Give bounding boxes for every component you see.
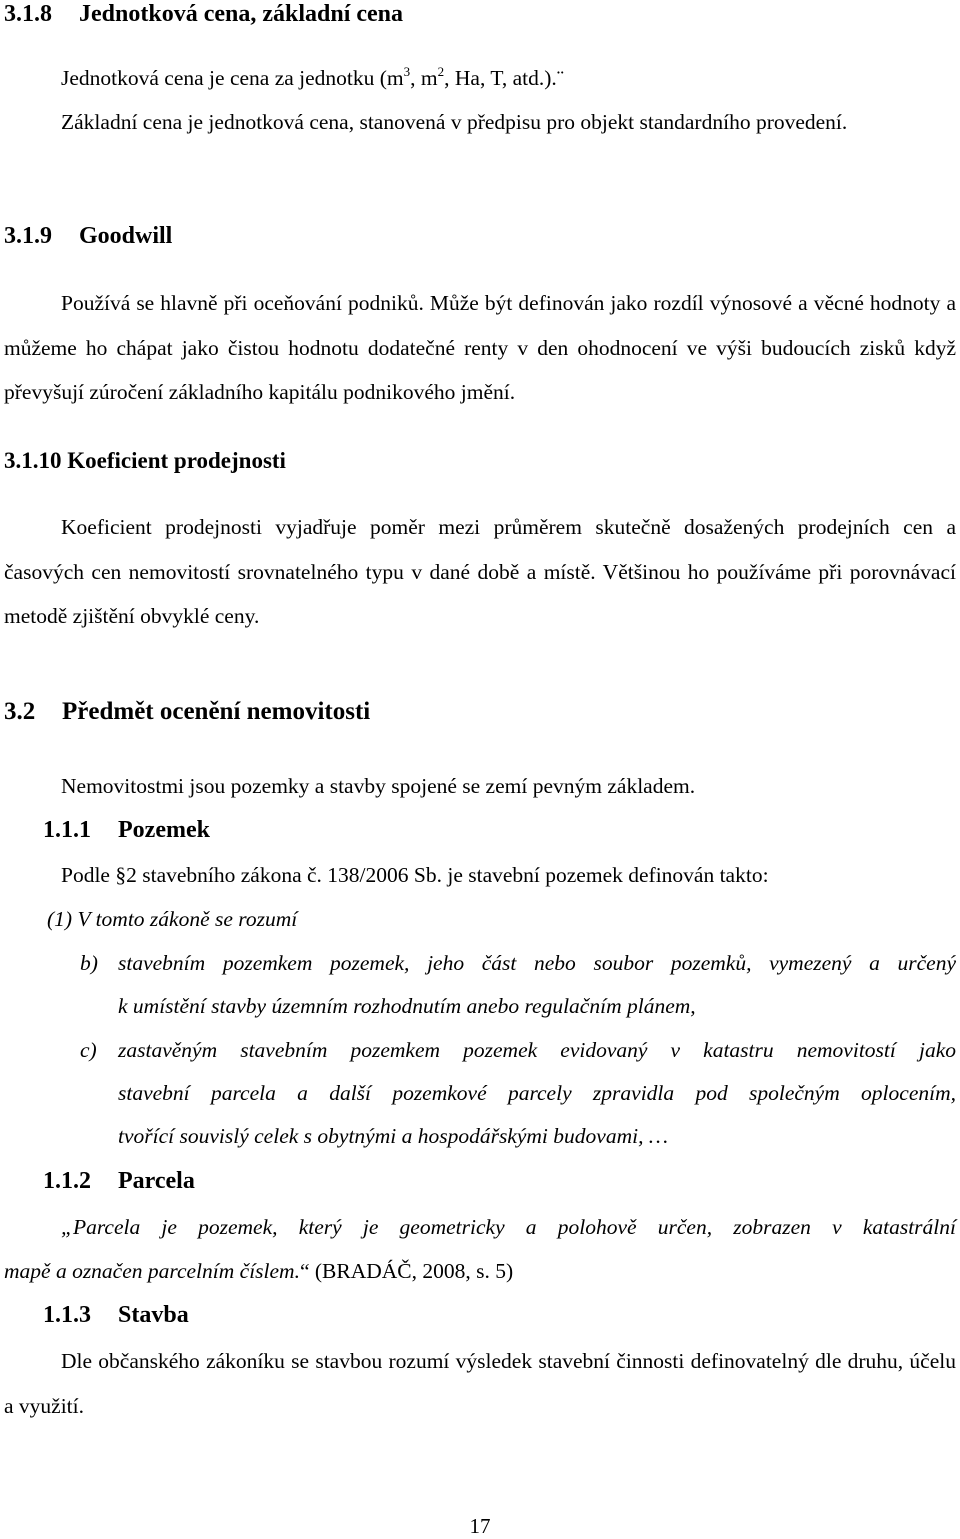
quote-text: mapě a označen parcelním číslem. [4, 1259, 300, 1283]
law-intro: (1) V tomto zákoně se rozumí [47, 907, 298, 931]
superscript: 3 [403, 64, 411, 79]
heading-title: Parcela [118, 1168, 195, 1194]
heading-1-1-3 [43, 1301, 189, 1329]
heading-title: Goodwill [79, 223, 173, 249]
paragraph-goodwill: Používá se hlavně při oceňování podniků. Může být definován jako rozdíl výnosové a věcné hodnoty a můžeme ho chápat jako čistou hodnotu dodatečné renty v den ohodnocení ve výši budoucích zisků když převyšují zúročení základního kapitálu podnikového jmění. [4, 291, 956, 404]
heading-title: Stavba [118, 1302, 189, 1328]
citation: “ (BRADÁČ, 2008, s. 5) [299, 1259, 514, 1283]
heading-1-1-1 [43, 816, 210, 844]
heading-title: Předmět ocenění nemovitosti [62, 698, 371, 725]
heading-3-1-10: 3.1.10 Koeficient prodejnosti [4, 448, 286, 473]
heading-title: Pozemek [118, 817, 210, 843]
heading-3-1-8 [4, 0, 403, 28]
paragraph-unit-price [61, 64, 564, 92]
law-item-c-line2: stavební parcela a další pozemkové parcely zpravidla pod společným oplocením, [118, 1081, 956, 1105]
law-item-b-line1: stavebním pozemkem pozemek, jeho část nebo soubor pozemků, vymezený a určený [118, 951, 956, 975]
heading-number: 3.2 [4, 698, 36, 725]
superscript: 2 [437, 64, 445, 79]
paragraph-building: Dle občanského zákoníku se stavbou rozumí výsledek stavební činnosti definovatelný dle druhu, účelu a využití. [4, 1349, 956, 1418]
heading-title: Jednotková cena, základní cena [79, 1, 404, 27]
law-item-b-label: b) [80, 951, 98, 975]
paragraph-sale-coefficient: Koeficient prodejnosti vyjadřuje poměr mezi průměrem skutečně dosažených prodejních cen a časových cen nemovitostí srovnatelného typu v dané době a místě. Většinou ho používáme při porovnávací metodě zjištění obvyklé ceny. [4, 515, 956, 628]
heading-number: 1.1.1 [43, 817, 91, 843]
heading-number: 3.1.9 [4, 223, 52, 249]
quote-parcel-line1: „Parcela je pozemek, který je geometricky a polohově určen, zobrazen v katastrální [61, 1215, 956, 1239]
text-segment: Jednotková cena je cena za jednotku (m [61, 66, 404, 90]
law-item-b-line2: k umístění stavby územním rozhodnutím anebo regulačním plánem, [118, 994, 696, 1018]
heading-1-1-2 [43, 1167, 195, 1195]
heading-number: 3.1.8 [4, 1, 52, 27]
heading-3-2 [4, 698, 370, 726]
law-item-c-line3: tvořící souvislý celek s obytnými a hospodářskými budovami, … [118, 1124, 668, 1148]
heading-3-1-9 [4, 222, 172, 250]
law-item-c-line1: zastavěným stavebním pozemkem pozemek evidovaný v katastru nemovitostí jako [118, 1038, 956, 1062]
heading-number: 1.1.3 [43, 1302, 91, 1328]
text-segment: , m [410, 66, 438, 90]
law-item-c-label: c) [80, 1038, 97, 1062]
heading-number: 1.1.2 [43, 1168, 91, 1194]
page-number: 17 [469, 1514, 491, 1538]
paragraph-base-price: Základní cena je jednotková cena, stanovená v předpisu pro objekt standardního provedení. [61, 110, 848, 134]
paragraph-building-law: Podle §2 stavebního zákona č. 138/2006 Sb. je stavební pozemek definován takto: [61, 863, 769, 887]
quote-parcel-line2 [4, 1257, 513, 1285]
text-segment: , Ha, T, atd.).¨ [444, 66, 564, 90]
paragraph-real-estate: Nemovitostmi jsou pozemky a stavby spojené se zemí pevným základem. [61, 774, 696, 798]
